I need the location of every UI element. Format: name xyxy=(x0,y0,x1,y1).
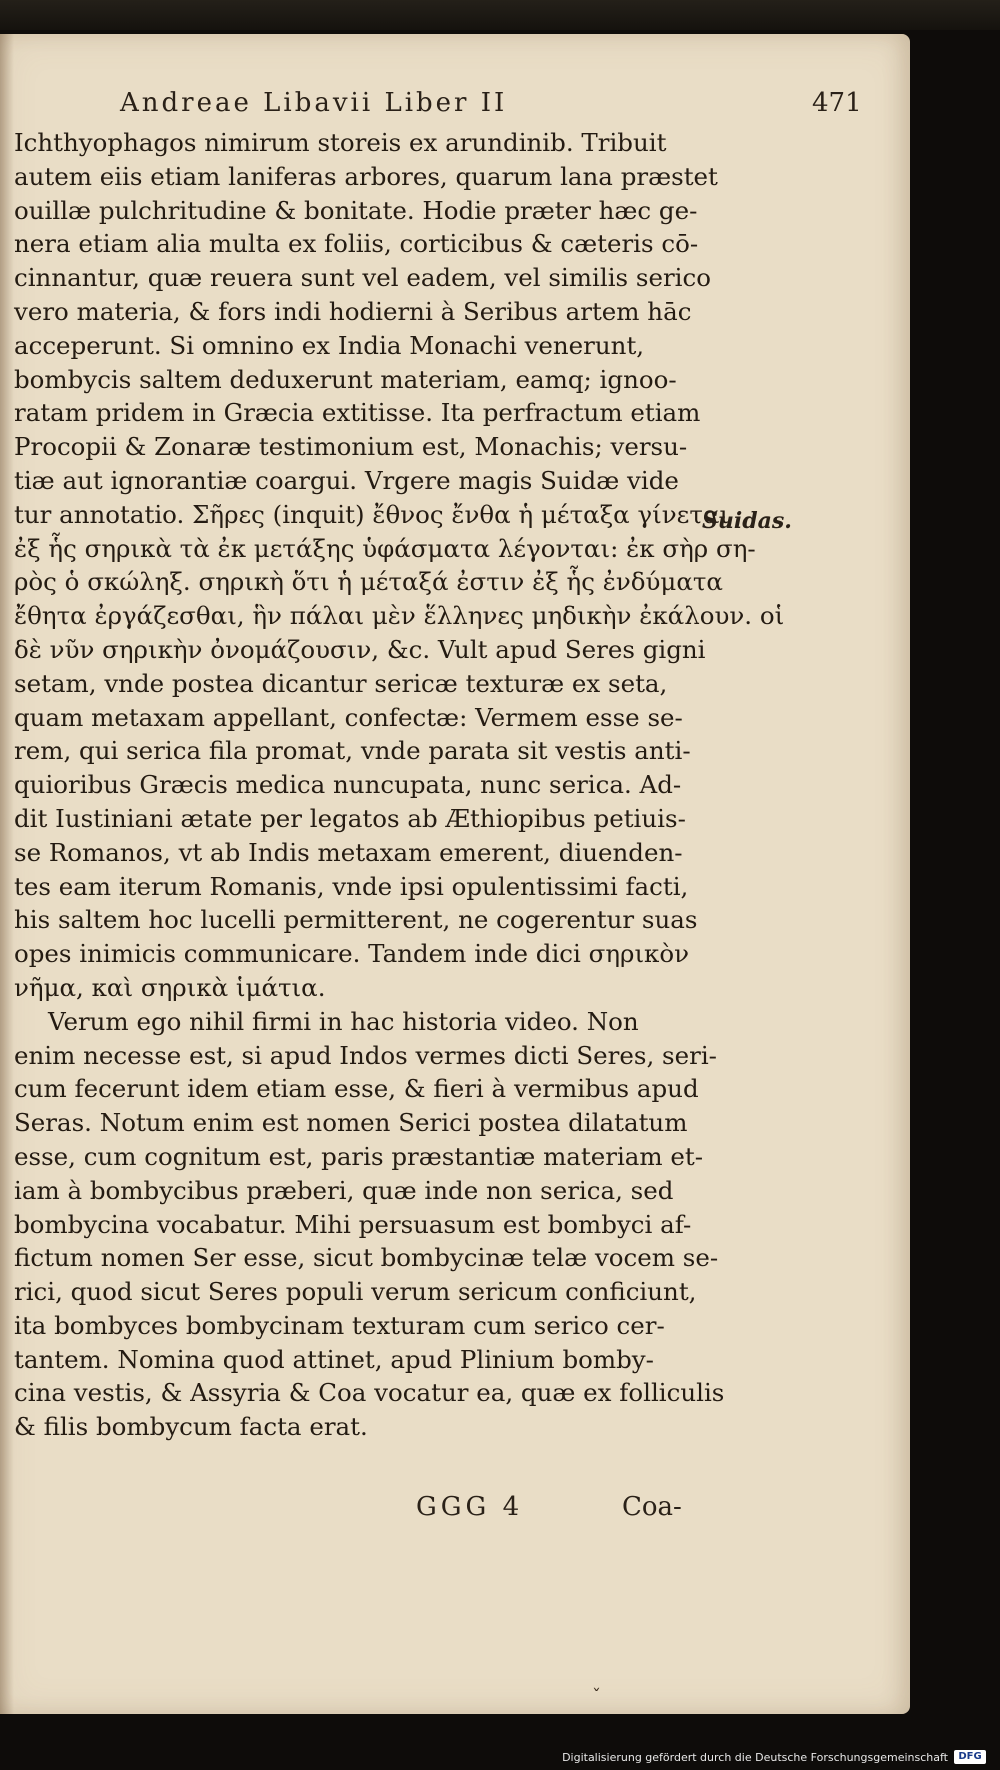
text-line: δὲ νῦν σηρικὴν ὀνομάζουσιν, &c. Vult apud Seres gigni xyxy=(14,634,706,664)
scan-background-top xyxy=(0,0,1000,30)
text-line: tur annotatio. Σῆρες (inquit) ἔθνος ἔνθα ἡ μέταξα γίνεται xyxy=(14,499,730,529)
dfg-logo: DFG xyxy=(954,1750,986,1764)
text-line: tiæ aut ignorantiæ coargui. Vrgere magis Suidæ vide xyxy=(14,465,679,495)
text-line: tes eam iterum Romanis, vnde ipsi opulentissimi facti, xyxy=(14,871,689,901)
page-number: 471 xyxy=(812,88,862,118)
catchword: Coa- xyxy=(622,1492,682,1522)
marginal-note: Suidas. xyxy=(702,508,792,534)
text-line: cina vestis, & Assyria & Coa vocatur ea, quæ ex folliculis xyxy=(14,1378,725,1408)
text-line: nera etiam alia multa ex foliis, corticibus & cæteris cō- xyxy=(14,229,699,259)
running-head: Andreae Libavii Liber II xyxy=(120,88,508,118)
text-line: ἐξ ἧς σηρικὰ τὰ ἐκ μετάξης ὑφάσματα λέγονται: ἐκ σὴρ ση- xyxy=(14,533,756,563)
catchwords-line xyxy=(0,1492,910,1528)
text-line: acceperunt. Si omnino ex India Monachi venerunt, xyxy=(14,330,645,360)
text-line: his saltem hoc lucelli permitterent, ne cogerentur suas xyxy=(14,905,698,935)
text-line: cinnantur, quæ reuera sunt vel eadem, vel similis serico xyxy=(14,263,711,293)
text-line: fictum nomen Ser esse, sicut bombycinæ telæ vocem se- xyxy=(14,1243,719,1273)
text-line: Verum ego nihil firmi in hac historia video. Non xyxy=(48,1006,639,1036)
page-gutter-shadow xyxy=(0,34,14,1714)
text-line: ouillæ pulchritudine & bonitate. Hodie præter hæc ge- xyxy=(14,195,698,225)
text-line: quam metaxam appellant, confectæ: Vermem esse se- xyxy=(14,702,683,732)
text-line: bombycina vocabatur. Mihi persuasum est bombyci af- xyxy=(14,1209,692,1239)
text-line: Seras. Notum enim est nomen Serici postea dilatatum xyxy=(14,1108,688,1138)
text-line: setam, vnde postea dicantur sericæ texturæ ex seta, xyxy=(14,668,668,698)
text-line: vero materia, & fors indi hodierni à Seribus artem hāc xyxy=(14,296,692,326)
text-line: opes inimicis communicare. Tandem inde dici σηρικὸν xyxy=(14,939,690,969)
text-line: & filis bombycum facta erat. xyxy=(14,1412,368,1442)
text-line: bombycis saltem deduxerunt materiam, eamq; ignoo- xyxy=(14,364,677,394)
text-line: ratam pridem in Græcia extitisse. Ita perfractum etiam xyxy=(14,398,701,428)
signature-mark: GGG 4 xyxy=(416,1492,524,1522)
page-tick-mark: ˇ xyxy=(592,1686,601,1707)
text-line: autem eiis etiam laniferas arbores, quarum lana præstet xyxy=(14,161,718,191)
text-line: rem, qui serica fila promat, vnde parata sit vestis anti- xyxy=(14,736,691,766)
text-line: Procopii & Zonaræ testimonium est, Monachis; versu- xyxy=(14,432,688,462)
text-line: ρὸς ὁ σκώληξ. σηρικὴ ὅτι ἡ μέταξά ἐστιν ἐξ ἧς ἐνδύματα xyxy=(14,567,723,597)
book-page xyxy=(0,34,910,1714)
text-line: rici, quod sicut Seres populi verum sericum conficiunt, xyxy=(14,1277,697,1307)
text-line: iam à bombycibus præberi, quæ inde non serica, sed xyxy=(14,1175,674,1205)
text-line: se Romanos, vt ab Indis metaxam emerent, diuenden- xyxy=(14,837,683,867)
text-line: quioribus Græcis medica nuncupata, nunc serica. Ad- xyxy=(14,770,682,800)
text-line: dit Iustiniani ætate per legatos ab Æthiopibus petiuis- xyxy=(14,803,686,833)
funding-credit: Digitalisierung gefördert durch die Deutsche Forschungsgemeinschaft xyxy=(562,1751,948,1764)
text-line: ἔθητα ἐργάζεσθαι, ἣν πάλαι μὲν ἕλληνες μηδικὴν ἐκάλουν. οἱ xyxy=(14,601,785,631)
text-line: enim necesse est, si apud Indos vermes dicti Seres, seri- xyxy=(14,1040,717,1070)
text-line: Ichthyophagos nimirum storeis ex arundinib. Tribuit xyxy=(14,128,667,157)
footer-bar xyxy=(0,1740,1000,1770)
text-line: νῆμα, καὶ σηρικὰ ἱμάτια. xyxy=(14,972,326,1002)
text-line: ita bombyces bombycinam texturam cum serico cer- xyxy=(14,1310,665,1340)
text-line: cum fecerunt idem etiam esse, & fieri à vermibus apud xyxy=(14,1074,699,1104)
text-line: esse, cum cognitum est, paris præstantiæ materiam et- xyxy=(14,1141,704,1171)
text-line: tantem. Nomina quod attinet, apud Plinium bomby- xyxy=(14,1344,654,1374)
